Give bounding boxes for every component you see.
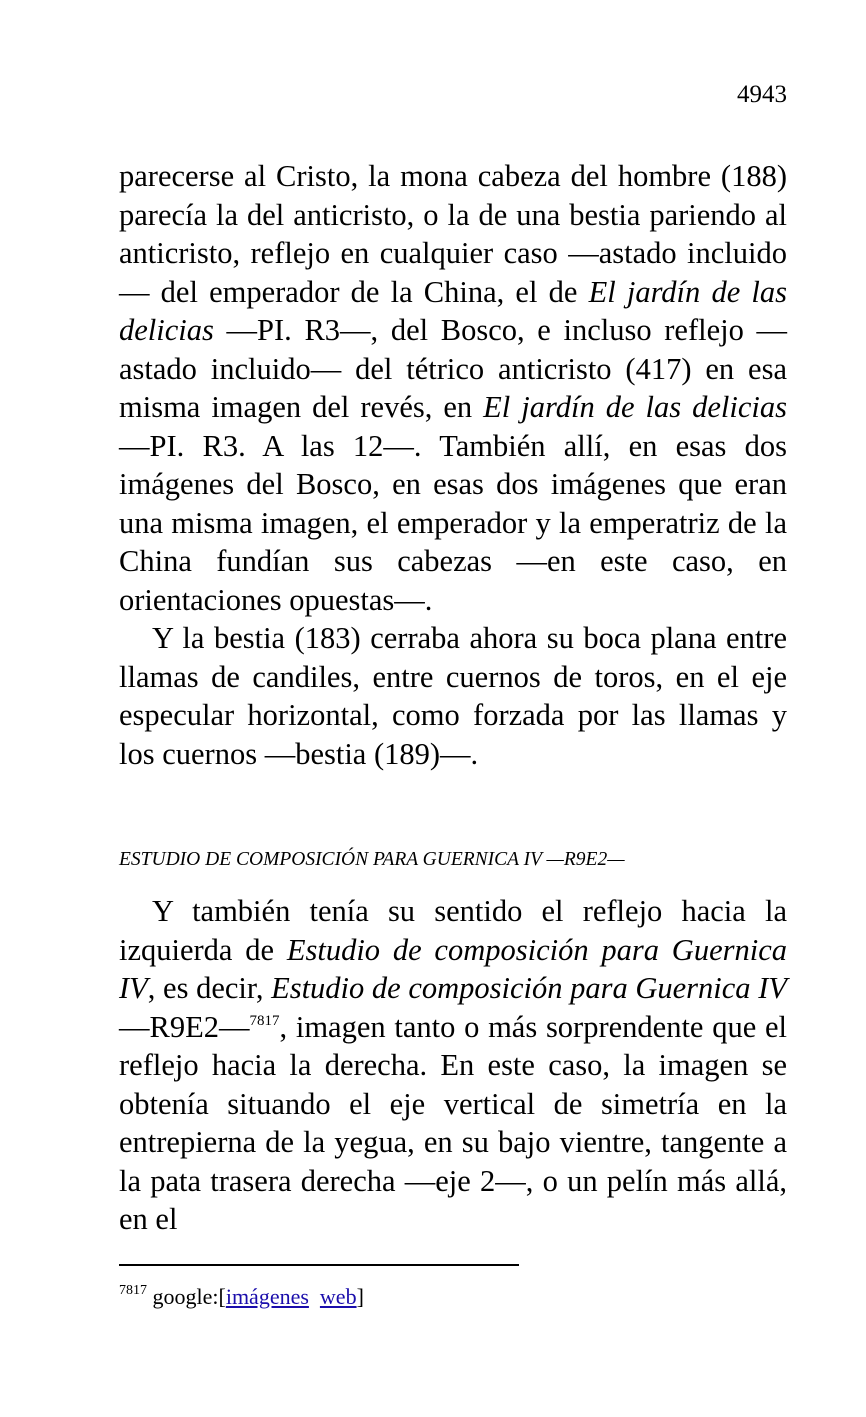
footnote-reference: 7817	[249, 1012, 280, 1029]
text-run: —PI. R3. A las 12—. También allí, en esas dos imágenes del Bosco, en esas dos imágenes que eran una misma imagen, el emperador y la emperatriz de la China fundían sus cabezas —en este caso, en orientaciones opuestas—.	[119, 428, 787, 617]
footnote-prefix: google:[	[152, 1284, 226, 1309]
artwork-title: Estudio de composición para Guernica IV	[119, 932, 787, 1005]
artwork-title: El jardín de las delicias	[119, 274, 787, 347]
text-run: —PI. R3—, del Bosco, e incluso reflejo —astado incluido— del tétrico anticristo (417) en esa misma imagen del revés, en	[119, 313, 787, 424]
text-run: , es decir,	[147, 971, 272, 1005]
text-run: Y también tenía su sentido el reflejo hacia la izquierda de	[119, 894, 787, 967]
paragraph	[119, 157, 787, 619]
text-run: parecerse al Cristo, la mona cabeza del hombre (188) parecía la del anticristo, o la de una bestia pariendo al anticristo, reflejo en cualquier caso —astado incluido— del emperador de la China, el de	[119, 159, 787, 309]
section-text	[119, 892, 787, 1239]
footnote-suffix: ]	[356, 1284, 364, 1309]
paragraph: Y la bestia (183) cerraba ahora su boca plana entre llamas de candiles, entre cuernos de toros, en el eje especular horizontal, como forzada por las llamas y los cuernos —bestia (189)—.	[119, 621, 787, 771]
paragraph	[119, 892, 787, 1239]
page-number: 4943	[737, 81, 787, 108]
artwork-title: Estudio de composición para Guernica IV	[271, 971, 787, 1005]
images-link[interactable]: imágenes	[225, 1284, 309, 1309]
web-link[interactable]: web	[319, 1284, 357, 1309]
footnote	[119, 1282, 364, 1312]
main-text	[119, 157, 787, 773]
footnote-number: 7817	[119, 1283, 147, 1298]
text-run: , imagen tanto o más sorprendente que el reflejo hacia la derecha. En este caso, la imagen se obtenía situando el eje vertical de simetría en la entrepierna de la yegua, en su bajo vientre, tangente a la pata trasera derecha —eje 2—, o un pelín más allá, en el	[119, 1009, 787, 1236]
footnote-divider	[119, 1264, 519, 1266]
artwork-title: El jardín de las delicias	[483, 390, 787, 424]
section-heading: ESTUDIO DE COMPOSICIÓN PARA GUERNICA IV —R9E2—	[119, 849, 625, 870]
text-run: —R9E2—	[119, 1009, 250, 1044]
